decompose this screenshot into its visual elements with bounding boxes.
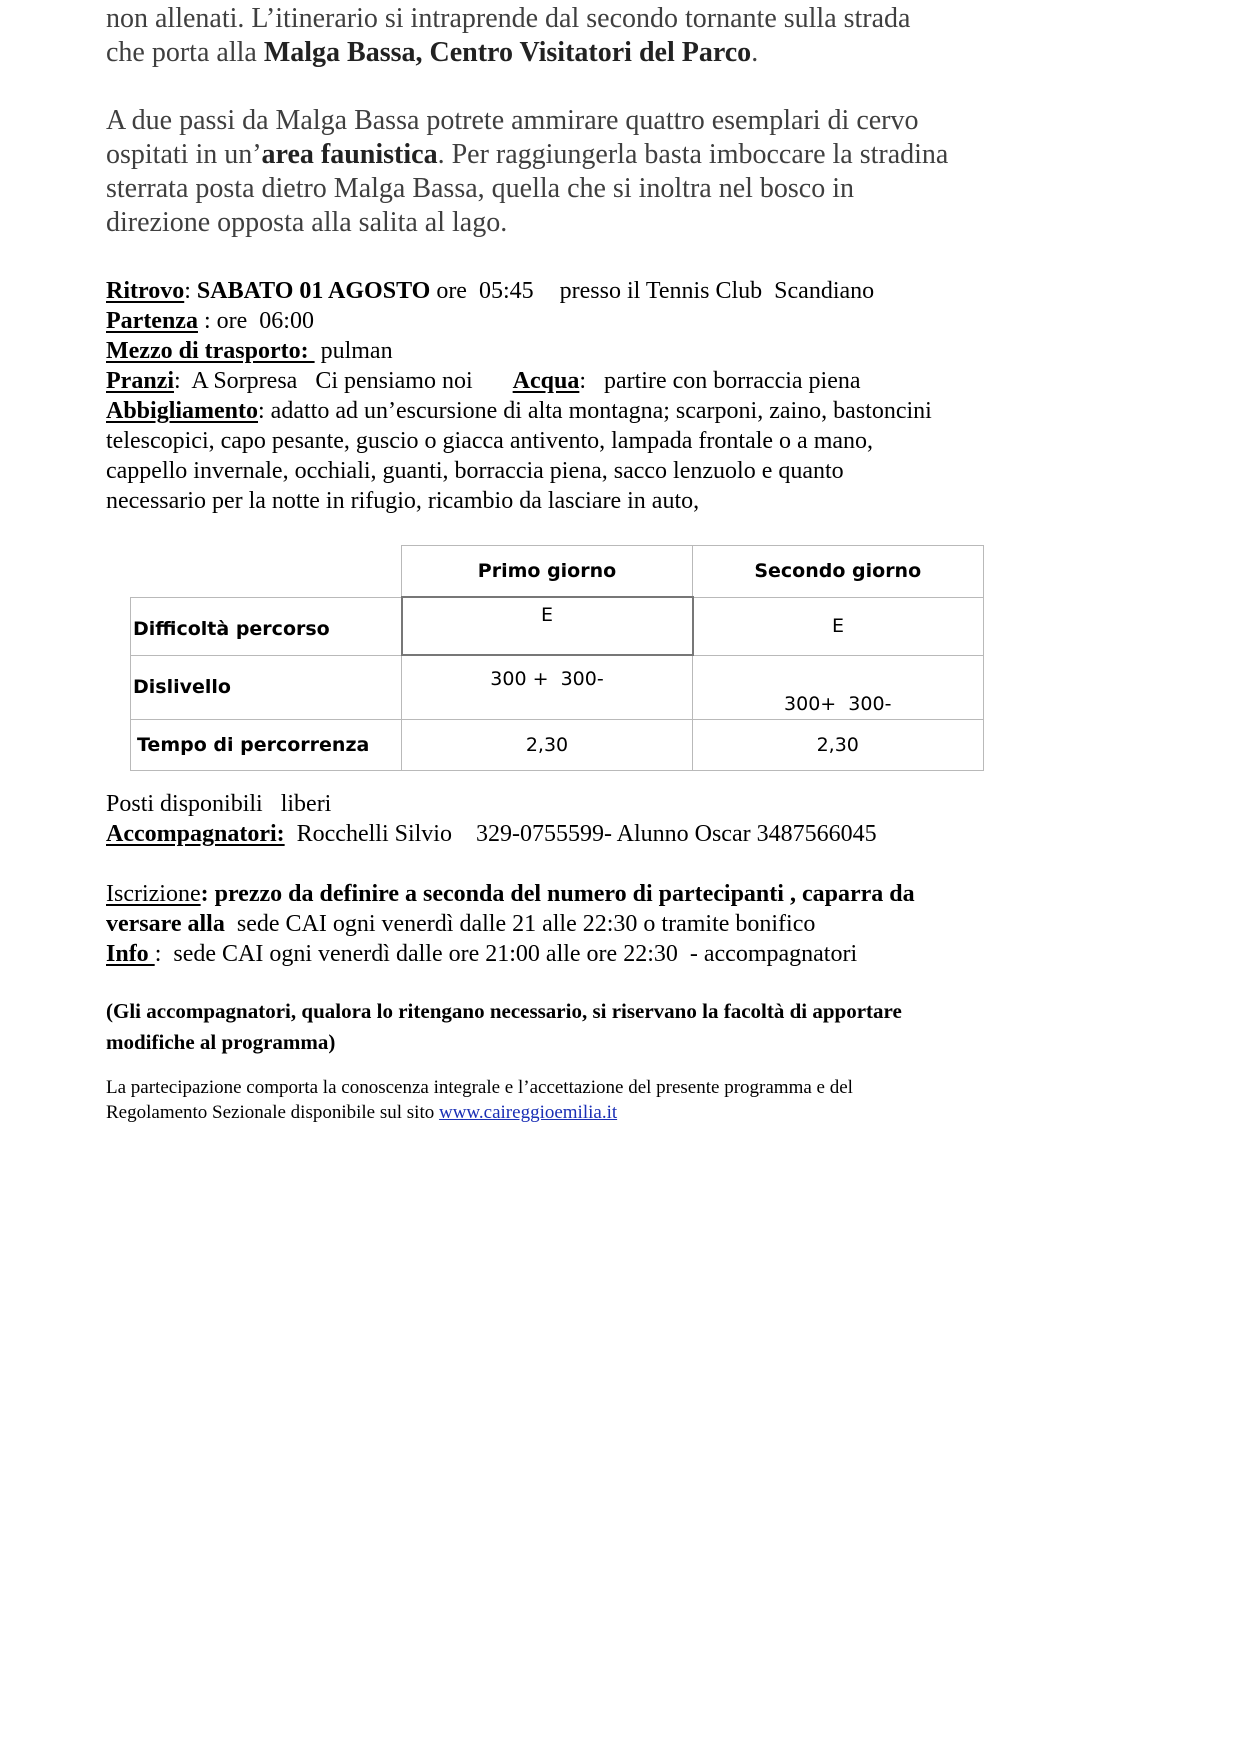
abbigliamento-line-1: : adatto ad un’escursione di alta montagna; scarponi, zaino, bastoncini [258,398,932,424]
note-line-2: modifiche al programma) [106,1030,336,1054]
iscrizione-line2-rest: sede CAI ogni venerdì dalle 21 alle 22:30 o tramite bonifico [224,911,816,937]
table-row [131,719,984,770]
table-header-row [131,546,984,598]
organizer-note [106,996,1136,1058]
para2-line-2-pre: ospitati in un’ [106,139,262,170]
ritrovo-place: presso il Tennis Club Scandiano [559,278,875,304]
intro-paragraph-1 [106,2,1126,70]
abbigliamento-line-4: necessario per la notte in rifugio, ricambio da lasciare in auto, [106,488,700,514]
table-row [131,655,984,719]
column-header-secondo: Secondo giorno [693,546,984,598]
acqua-label: Acqua [512,368,580,394]
abbigliamento-line-3: cappello invernale, occhiali, guanti, borraccia piena, sacco lenzuolo e quanto [106,458,844,484]
abbigliamento-label: Abbigliamento [106,398,259,424]
mezzo-label: Mezzo di trasporto: [106,338,315,364]
cell-tempo-secondo: 2,30 [693,719,984,770]
intro-paragraph-2 [106,104,1126,240]
area-faunistica-bold: area faunistica [261,139,438,170]
accompagnatori-value: Rocchelli Silvio 329-0755599- Alunno Oscar 3487566045 [284,821,877,847]
pranzi-value: : A Sorpresa Ci pensiamo noi [173,368,473,394]
note-line-1: (Gli accompagnatori, qualora lo ritengano necessario, si riservano la facoltà di apportare [106,999,902,1023]
ritrovo-date: SABATO 01 AGOSTO [196,278,431,304]
info-line [106,939,1136,969]
intro-line-2-post: . [751,37,759,68]
abbigliamento-block [106,396,1126,516]
column-header-primo: Primo giorno [402,546,693,598]
accompagnatori-line [106,819,1136,849]
abbigliamento-line-2: telescopici, capo pesante, guscio o giacca antivento, lampada frontale o a mano, [106,428,874,454]
mezzo-line [106,336,1126,366]
details-block [106,276,1126,516]
intro-line-1: non allenati. L’itinerario si intraprende dal secondo tornante sulla strada [106,3,911,34]
difficulty-table [130,545,984,771]
pranzi-line [106,366,1126,396]
ritrovo-label: Ritrovo [106,278,185,304]
row-label-dislivello: Dislivello [131,655,402,719]
para2-line-4: direzione opposta alla salita al lago. [106,207,508,238]
iscrizione-block [106,879,1136,939]
row-label-tempo: Tempo di percorrenza [131,719,402,770]
malga-bassa-bold: Malga Bassa, Centro Visitatori del Parco [263,37,752,68]
ritrovo-sep: : [184,278,197,304]
cell-dislivello-primo: 300 + 300- [402,655,693,719]
posti-line [106,789,1136,819]
intro-line-2-pre: che porta alla [106,37,264,68]
mezzo-value: pulman [314,338,393,364]
acqua-value: : partire con borraccia piena [579,368,861,394]
partenza-value: : ore 06:00 [197,308,314,334]
info-label: Info [106,941,155,967]
partenza-label: Partenza [106,308,198,334]
lower-section [106,789,1136,969]
table-corner-cell [131,546,402,598]
table-row [131,597,984,655]
disclaimer-line-1: La partecipazione comporta la conoscenza integrale e l’accettazione del presente programma e del [106,1077,853,1098]
ritrovo-line [106,276,1126,306]
cell-tempo-primo: 2,30 [402,719,693,770]
iscrizione-bold-text: : prezzo da definire a seconda del numero di partecipanti , caparra da [200,881,915,907]
posti-value: liberi [280,791,332,817]
para2-line-2-post: . Per raggiungerla basta imboccare la stradina [437,139,949,170]
cell-difficolta-secondo: E [693,597,984,655]
disclaimer-line-2: Regolamento Sezionale disponibile sul sito [106,1102,439,1123]
posti-label: Posti disponibili [106,791,263,817]
para2-line-1: A due passi da Malga Bassa potrete ammirare quattro esemplari di cervo [106,105,919,136]
document-page [106,0,1126,516]
ritrovo-time: ore 05:45 [430,278,534,304]
website-link[interactable]: www.caireggioemilia.it [438,1102,618,1123]
iscrizione-label: Iscrizione [106,881,201,907]
iscrizione-line2-bold: versare alla [106,911,225,937]
disclaimer [106,1075,1136,1125]
accompagnatori-label: Accompagnatori: [106,821,285,847]
pranzi-label: Pranzi [106,368,174,394]
row-label-difficolta: Difficoltà percorso [131,597,402,655]
cell-dislivello-secondo: 300+ 300- [693,655,984,719]
info-value: : sede CAI ogni venerdì dalle ore 21:00 alle ore 22:30 - accompagnatori [154,941,858,967]
para2-line-3: sterrata posta dietro Malga Bassa, quella che si inoltra nel bosco in [106,173,855,204]
cell-difficolta-primo: E [402,597,693,655]
partenza-line [106,306,1126,336]
